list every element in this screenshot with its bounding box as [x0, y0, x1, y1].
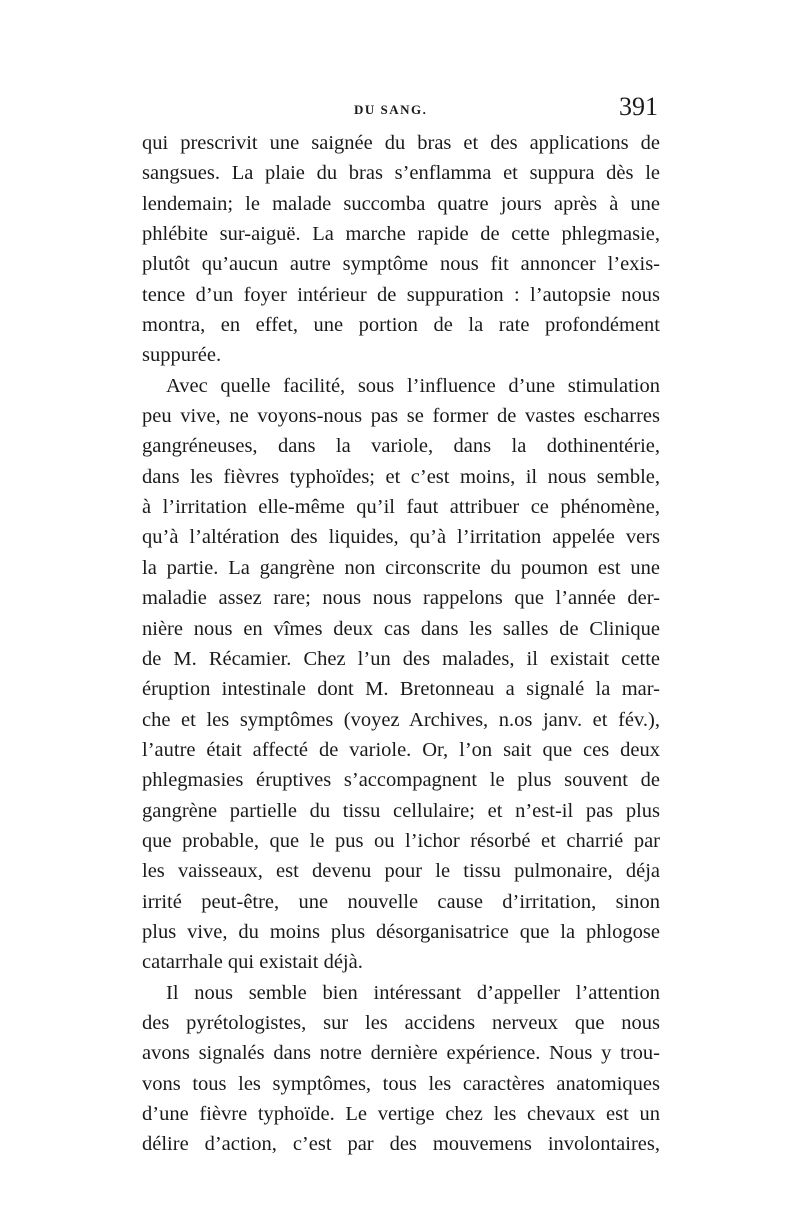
text-line: l’autre était affecté de variole. Or, l’on sait que ces deux [142, 738, 660, 761]
text-line: lendemain; le malade succomba quatre jours après à une [142, 192, 660, 215]
text-line: vons tous les symptômes, tous les caractères anatomiques [142, 1072, 660, 1095]
text-line: avons signalés dans notre dernière expérience. Nous y trou- [142, 1042, 660, 1065]
text-line: délire d’action, c’est par des mouvemens involontaires, [142, 1133, 660, 1156]
text-line: phlébite sur-aiguë. La marche rapide de cette phlegmasie, [142, 223, 660, 246]
page-number: 391 [619, 92, 658, 121]
running-head [142, 92, 658, 128]
text-line: gangréneuses, dans la variole, dans la dothinentérie, [142, 435, 660, 458]
text-line: tence d’un foyer intérieur de suppuration : l’autopsie nous [142, 283, 660, 306]
text-line: des pyrétologistes, sur les accidens nerveux que nous [142, 1011, 660, 1034]
text-line: que probable, que le pus ou l’ichor résorbé et charrié par [142, 829, 660, 852]
body-text [142, 128, 660, 1160]
text-line: qui prescrivit une saignée du bras et des applications de [142, 132, 660, 154]
text-line: éruption intestinale dont M. Bretonneau a signalé la mar- [142, 678, 660, 701]
text-line: peu vive, ne voyons-nous pas se former de vastes escharres [142, 405, 660, 428]
text-line: nière nous en vîmes deux cas dans les salles de Clinique [142, 617, 660, 640]
text-line: qu’à l’altération des liquides, qu’à l’irritation appelée vers [142, 526, 660, 549]
text-line: les vaisseaux, est devenu pour le tissu pulmonaire, déja [142, 860, 660, 883]
text-line: de M. Récamier. Chez l’un des malades, il existait cette [142, 647, 660, 670]
text-line: Avec quelle facilité, sous l’influence d’une stimulation [166, 374, 660, 397]
text-line: gangrène partielle du tissu cellulaire; et n’est-il pas plus [142, 799, 660, 822]
text-line: phlegmasies éruptives s’accompagnent le plus souvent de [142, 769, 660, 792]
text-line: montra, en effet, une portion de la rate profondément [142, 314, 660, 337]
text-line: la partie. La gangrène non circonscrite du poumon est une [142, 556, 660, 579]
text-line: maladie assez rare; nous nous rappelons que l’année der- [142, 587, 660, 610]
text-line: suppurée. [142, 344, 222, 367]
text-line: che et les symptômes (voyez Archives, n.os janv. et fév.), [142, 708, 660, 731]
text-line: catarrhale qui existait déjà. [142, 951, 363, 974]
text-line: plutôt qu’aucun autre symptôme nous fit annoncer l’exis- [142, 253, 660, 276]
text-line: irrité peut-être, une nouvelle cause d’irritation, sinon [142, 890, 660, 913]
text-line: plus vive, du moins plus désorganisatrice que la phlogose [142, 920, 660, 943]
text-line: d’une fièvre typhoïde. Le vertige chez les chevaux est un [142, 1103, 660, 1125]
text-line: à l’irritation elle-même qu’il faut attribuer ce phénomène, [142, 496, 660, 519]
running-head-title: DU SANG. [354, 102, 428, 117]
text-line: dans les fièvres typhoïdes; et c’est moins, il nous semble, [142, 465, 660, 488]
text-line: sangsues. La plaie du bras s’enflamma et suppura dès le [142, 162, 660, 185]
text-line: Il nous semble bien intéressant d’appeller l’attention [166, 981, 660, 1004]
